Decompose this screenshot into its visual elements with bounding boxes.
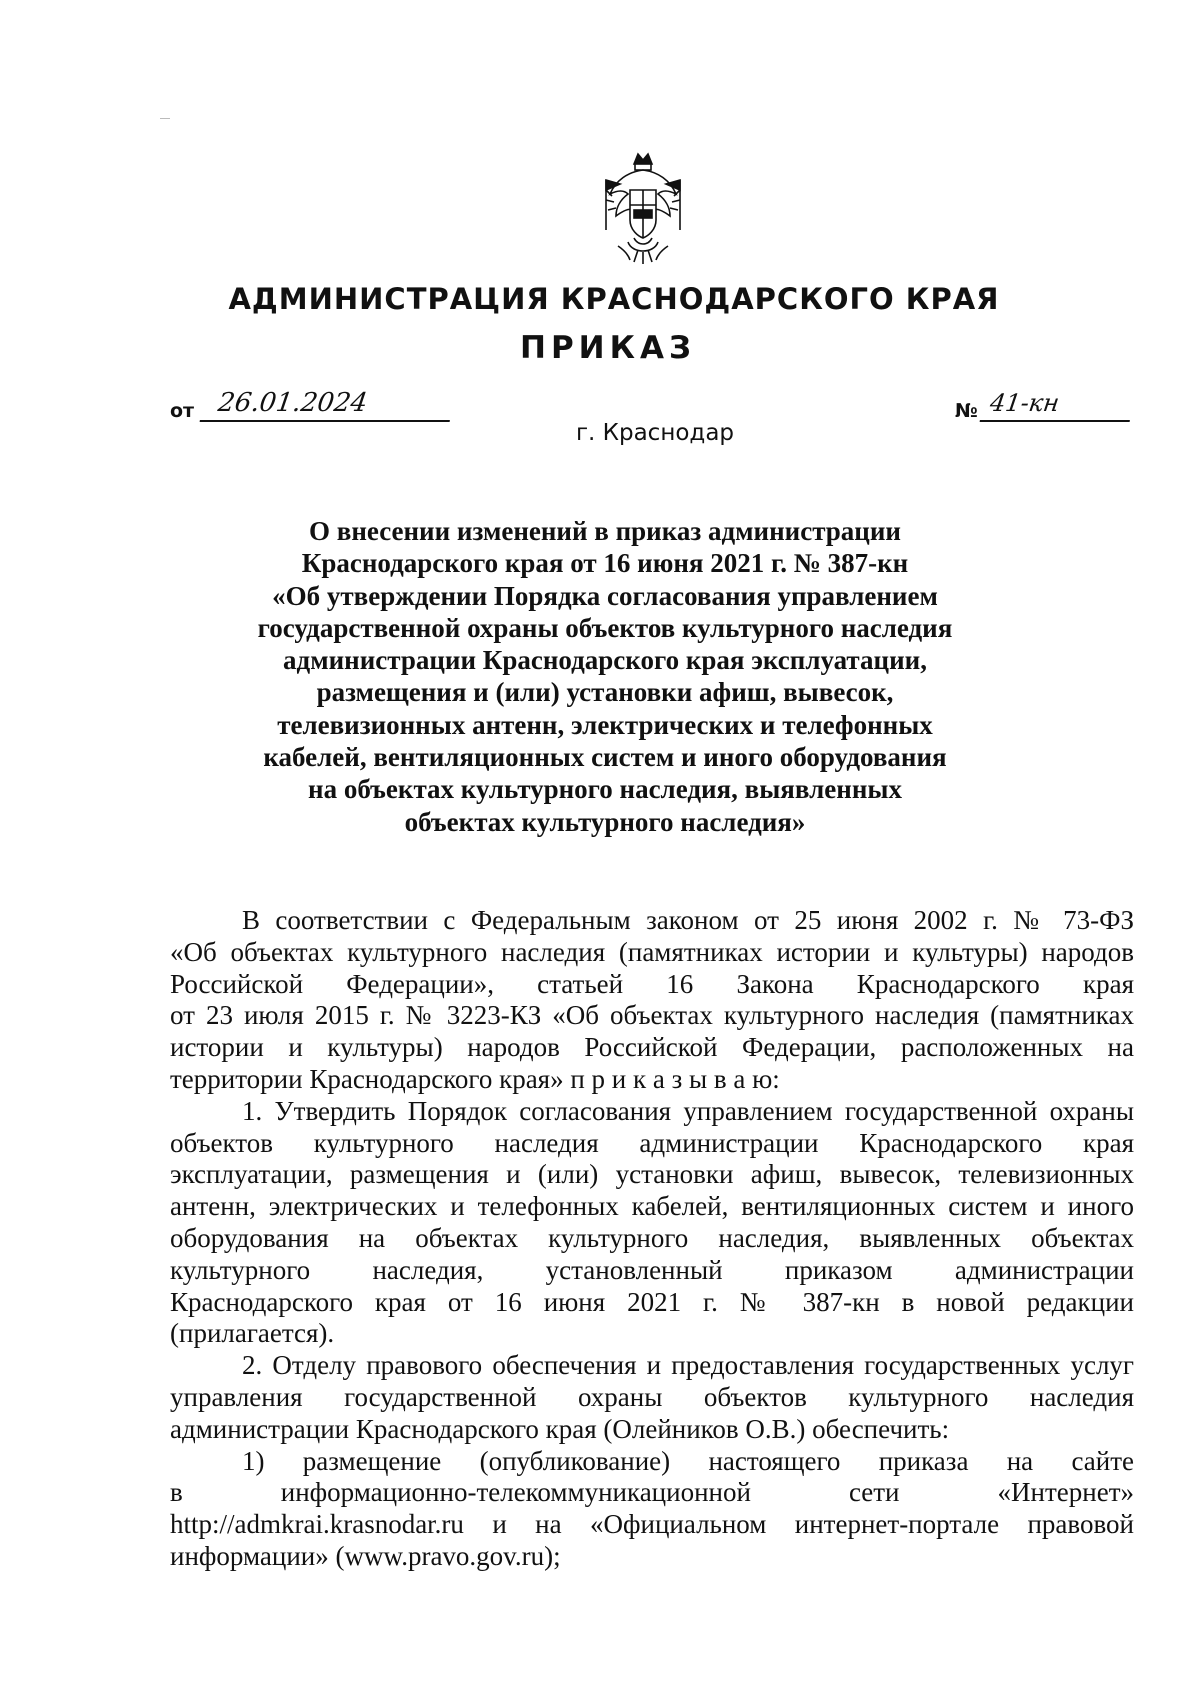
body-line: информации» (www.pravo.gov.ru);	[170, 1540, 561, 1571]
body-line: Краснодарского края от 16 июня 2021 г. № 387-кн в новой редакции	[170, 1286, 1134, 1317]
body-line: территории Краснодарского края» п р и к а з ы в а ю:	[170, 1063, 780, 1094]
body-line: администрации Краснодарского края (Олейников О.В.) обеспечить:	[170, 1413, 950, 1444]
body-line: управления государственной охраны объектов культурного наследия	[170, 1381, 1134, 1412]
title-line: объектах культурного наследия»	[404, 806, 806, 837]
body-line: от 23 июля 2015 г. № 3223-КЗ «Об объектах культурного наследия (памятниках	[170, 1000, 1134, 1031]
body-line: антенн, электрических и телефонных кабелей, вентиляционных систем и иного	[170, 1191, 1134, 1222]
body-line: оборудования на объектах культурного наследия, выявленных объектах	[170, 1222, 1134, 1253]
body-line: в информационно-телекоммуникационной сети «Интернет»	[170, 1477, 1134, 1508]
body-line: (прилагается).	[170, 1318, 335, 1349]
number-label: №	[955, 400, 978, 422]
body-line: «Об объектах культурного наследия (памятниках истории и культуры) народов	[170, 936, 1134, 967]
title-line: «Об утверждении Порядка согласования управлением	[272, 580, 938, 611]
title-line: размещения и (или) установки афиш, вывесок,	[316, 677, 894, 708]
body-line: Российской Федерации», статьей 16 Закона Краснодарского края	[170, 968, 1134, 999]
document-title	[220, 515, 990, 838]
title-line: телевизионных антенн, электрических и телефонных	[277, 709, 933, 740]
paragraph-preamble	[170, 905, 1134, 1096]
paragraph-item-2	[170, 1350, 1134, 1445]
title-line: кабелей, вентиляционных систем и иного оборудования	[263, 742, 947, 773]
organization-name: АДМИНИСТРАЦИЯ КРАСНОДАРСКОГО КРАЯ	[228, 282, 1000, 316]
paragraph-subitem-1	[170, 1446, 1134, 1573]
scan-speck	[160, 118, 170, 119]
document-body	[170, 905, 1134, 1573]
paragraph-item-1	[170, 1096, 1134, 1350]
body-line: http://admkrai.krasnodar.ru и на «Официальном интернет-портале правовой	[170, 1509, 1134, 1540]
city: г. Краснодар	[575, 420, 735, 446]
title-line: Краснодарского края от 16 июня 2021 г. № 387-кн	[301, 548, 909, 579]
body-line: 1. Утвердить Порядок согласования управлением государственной охраны	[242, 1095, 1134, 1126]
body-line: В соответствии с Федеральным законом от 25 июня 2002 г. № 73-ФЗ	[242, 905, 1134, 935]
body-line: истории и культуры) народов Российской Федерации, расположенных на	[170, 1032, 1134, 1063]
title-line: администрации Краснодарского края эксплуатации,	[283, 645, 927, 676]
title-line: на объектах культурного наследия, выявленных	[308, 774, 902, 805]
document-type: ПРИКАЗ	[520, 330, 696, 366]
body-line: объектов культурного наследия администрации Краснодарского края	[170, 1127, 1134, 1158]
title-line: О внесении изменений в приказ администрации	[309, 516, 901, 546]
body-line: эксплуатации, размещения и (или) установки афиш, вывесок, телевизионных	[170, 1159, 1134, 1190]
body-line: 2. Отделу правового обеспечения и предоставления государственных услуг	[242, 1350, 1134, 1381]
date-field: 26.01.2024	[200, 388, 455, 422]
body-line: культурного наследия, установленный приказом администрации	[170, 1254, 1134, 1285]
coat-of-arms-emblem	[598, 150, 688, 268]
title-line: государственной охраны объектов культурного наследия	[257, 612, 953, 643]
date-label: от	[170, 400, 195, 422]
body-line: 1) размещение (опубликование) настоящего приказа на сайте	[242, 1445, 1134, 1476]
number-field: 41-кн	[980, 388, 1135, 422]
